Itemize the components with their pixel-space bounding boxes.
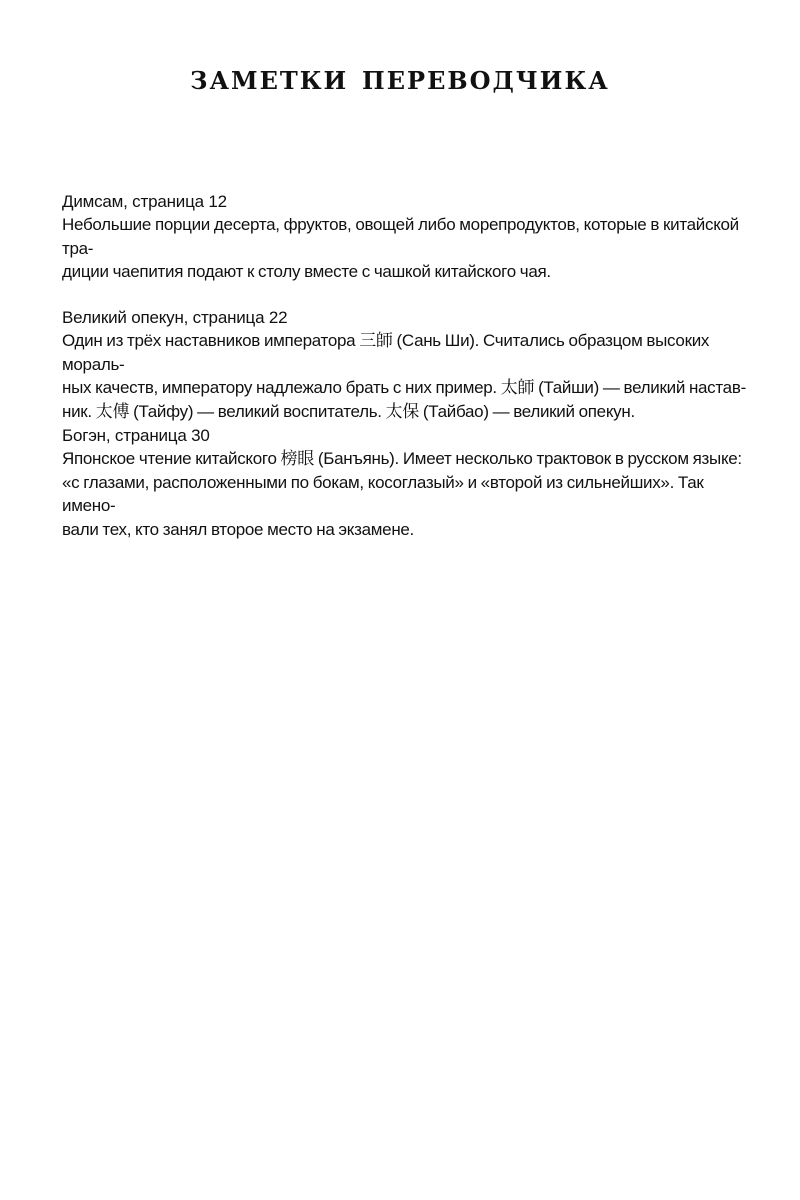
- note-line: ник. 太傅 (Тайфу) — великий воспитатель. 太保 (Тайбао) — великий опекун.: [62, 401, 635, 421]
- note-heading: Богэн, страница 30: [62, 426, 210, 445]
- note-dimsum: [62, 190, 752, 284]
- note-line: вали тех, кто занял второе место на экзамене.: [62, 519, 414, 539]
- note-body: [62, 213, 752, 284]
- note-line: ных качеств, императору надлежало брать с них пример. 太師 (Тайши) — великий настав-: [62, 378, 746, 397]
- note-body: [62, 329, 752, 423]
- note-heading: Димсам, страница 12: [62, 192, 227, 211]
- note-heading: Великий опекун, страница 22: [62, 308, 288, 327]
- note-line: Японское чтение китайского 榜眼 (Банъянь). Имеет несколько трактовок в русском языке:: [62, 449, 742, 468]
- note-line: диции чаепития подают к столу вместе с чашкой китайского чая.: [62, 262, 551, 281]
- note-line: Небольшие порции десерта, фруктов, овощей либо морепродуктов, которые в китайской тра-: [62, 215, 739, 258]
- note-line: «с глазами, расположенными по бокам, косоглазый» и «второй из сильнейших». Так имено-: [62, 472, 704, 515]
- note-line: Один из трёх наставников императора 三師 (Сань Ши). Считались образцом высоких мораль-: [62, 331, 710, 374]
- note-body: [62, 447, 752, 541]
- page-title: заметки переводчика: [190, 58, 610, 98]
- note-great-guardian: [62, 306, 752, 423]
- note-bogen: [62, 424, 752, 541]
